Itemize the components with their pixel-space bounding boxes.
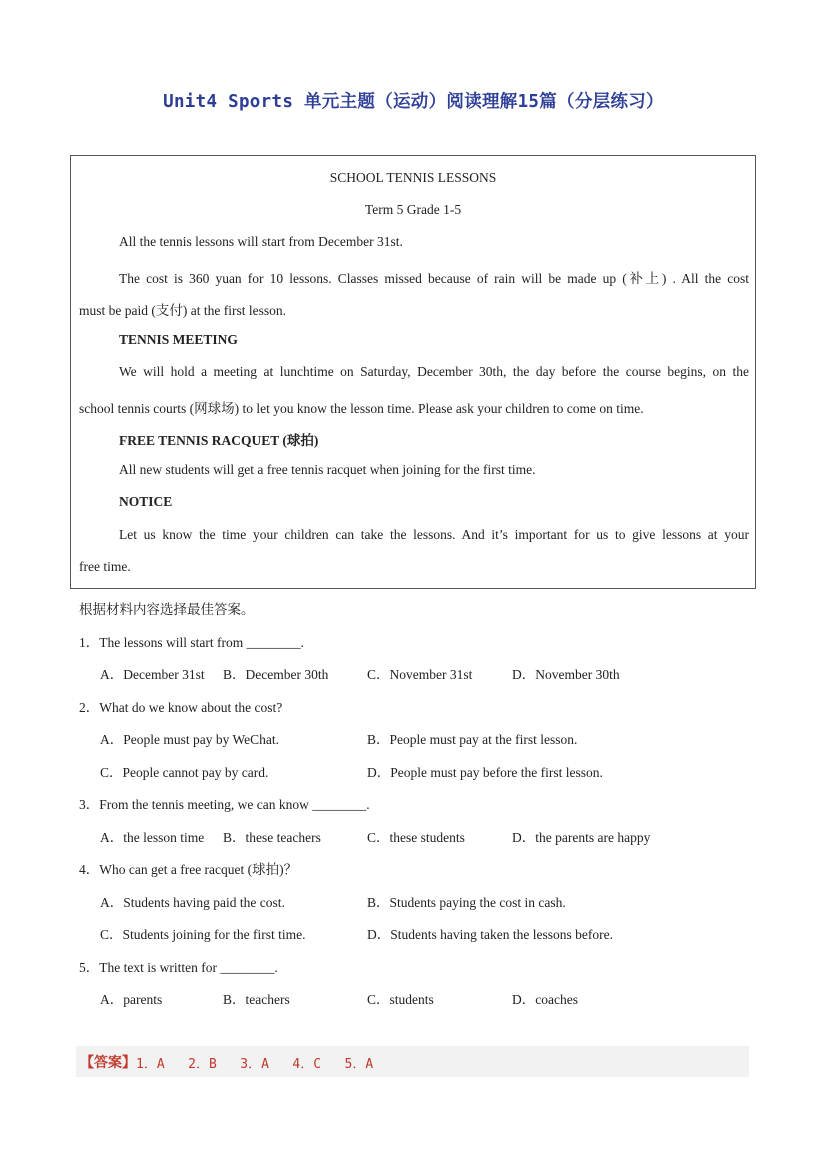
q1-option-c[interactable]: C．November 31st [367,667,473,682]
q3-option-a[interactable]: A．the lesson time [100,830,205,845]
q3-option-b[interactable]: B．these teachers [223,830,321,845]
q2-option-a[interactable]: A．People must pay by WeChat. [100,732,280,747]
section-heading-meeting: TENNIS MEETING [119,332,238,347]
section-heading-racquet: FREE TENNIS RACQUET (球拍) [119,433,319,448]
question-1-stem: 1．The lessons will start from ________. [79,635,304,650]
q3-option-d[interactable]: D．the parents are happy [512,830,651,845]
q2-option-c[interactable]: C．People cannot pay by card. [100,765,269,780]
paragraph-meeting-line1: We will hold a meeting at lunchtime on Saturday, December 30th, the day before the course begins, on the [119,364,749,379]
q5-option-a[interactable]: A．parents [100,992,163,1007]
q4-option-d[interactable]: D．Students having taken the lessons before. [367,927,613,942]
q1-option-d[interactable]: D．November 30th [512,667,620,682]
reading-passage-box [70,155,756,589]
answer-bar [76,1046,749,1077]
paragraph-cost-line2: must be paid (支付) at the first lesson. [79,303,286,318]
question-2-stem: 2．What do we know about the cost? [79,700,283,715]
q5-option-c[interactable]: C．students [367,992,434,1007]
question-5-stem: 5．The text is written for ________. [79,960,278,975]
instruction: 根据材料内容选择最佳答案。 [79,602,255,617]
paragraph-notice-line2: free time. [79,559,131,574]
question-4-stem: 4．Who can get a free racquet (球拍)？ [79,862,298,877]
q5-option-d[interactable]: D．coaches [512,992,578,1007]
paragraph-notice-line1: Let us know the time your children can take the lessons. And it’s important for us to give lessons at your [119,527,749,542]
q3-option-c[interactable]: C．these students [367,830,465,845]
q1-option-a[interactable]: A．December 31st [100,667,205,682]
paragraph-cost-line1: The cost is 360 yuan for 10 lessons. Classes missed because of rain will be made up (补上) . All the cost [119,271,749,286]
q1-option-b[interactable]: B．December 30th [223,667,329,682]
passage-subheading: Term 5 Grade 1-5 [364,202,462,217]
paragraph-racquet: All new students will get a free tennis racquet when joining for the first time. [119,462,536,477]
q2-option-b[interactable]: B．People must pay at the first lesson. [367,732,578,747]
q4-option-a[interactable]: A．Students having paid the cost. [100,895,285,910]
paragraph-start-date: All the tennis lessons will start from December 31st. [119,234,403,249]
page-title: Unit4 Sports 单元主题（运动）阅读理解15篇（分层练习） [163,92,664,112]
answer-tag: 【答案】 [80,1056,136,1071]
q2-option-d[interactable]: D．People must pay before the first lesson. [367,765,603,780]
passage-heading: SCHOOL TENNIS LESSONS [329,170,497,185]
section-heading-notice: NOTICE [119,494,173,509]
question-3-stem: 3．From the tennis meeting, we can know ________. [79,797,370,812]
answer-key: 1．A 2．B 3．A 4．C 5．A [136,1057,374,1072]
q4-option-b[interactable]: B．Students paying the cost in cash. [367,895,566,910]
q5-option-b[interactable]: B．teachers [223,992,290,1007]
q4-option-c[interactable]: C．Students joining for the first time. [100,927,306,942]
paragraph-meeting-line2: school tennis courts (网球场) to let you know the lesson time. Please ask your children to come on time. [79,401,644,416]
